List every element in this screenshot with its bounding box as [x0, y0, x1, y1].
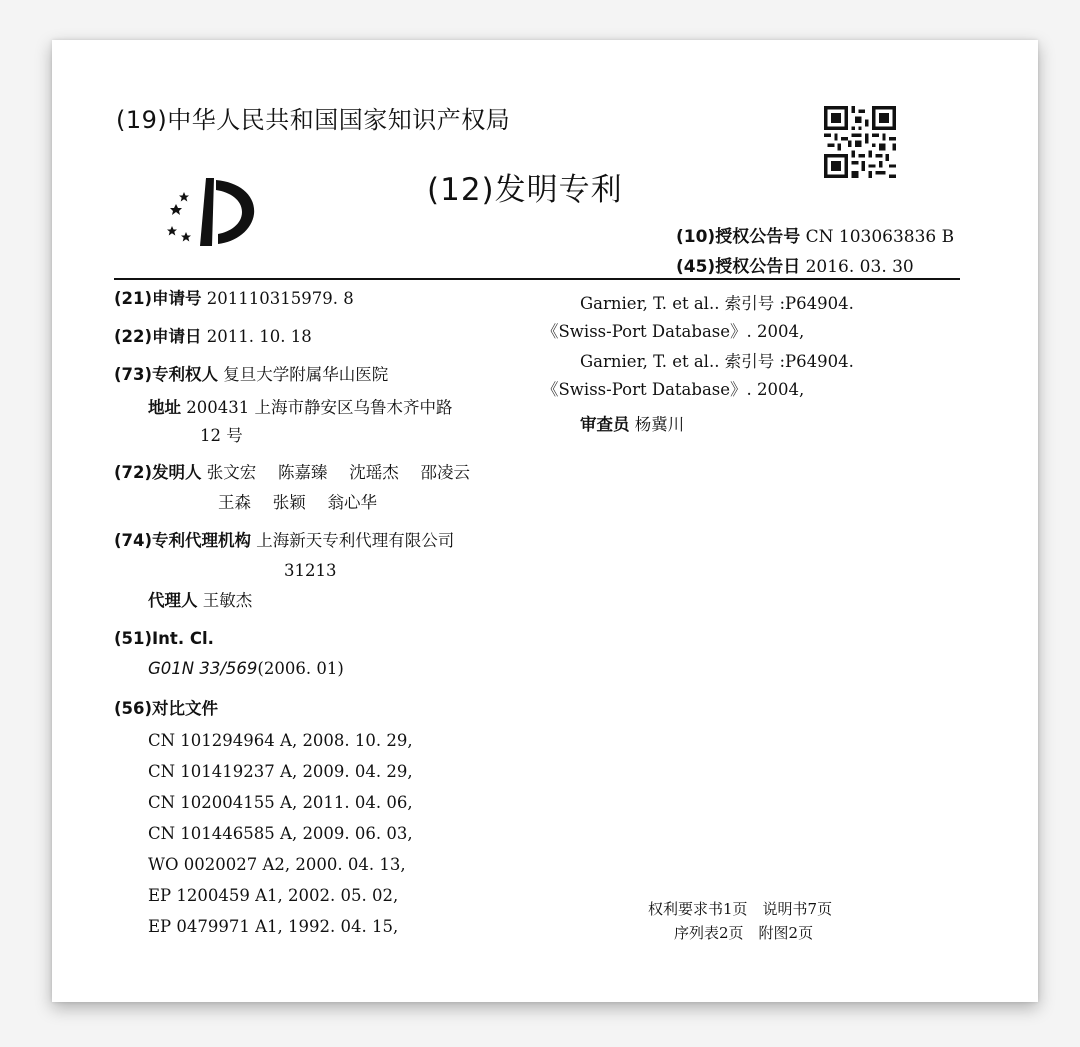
- patentee-row: [114, 360, 388, 390]
- grant-number-row: [676, 222, 954, 247]
- reference-item: WO 0020027 A2, 2000. 04. 13,: [148, 855, 406, 874]
- examiner-value: 杨冀川: [634, 415, 685, 434]
- grant-number-value: CN 103063836 B: [805, 227, 955, 247]
- int-cl-row: [148, 654, 344, 684]
- application-date-row: [114, 322, 312, 352]
- inventors-continuation: 王森 张颖 翁心华: [218, 493, 377, 512]
- page-count-line2: 序列表2页 附图2页: [674, 924, 814, 942]
- address-continuation: 12 号: [200, 426, 243, 445]
- agent-row: [148, 586, 252, 616]
- references-label: (56)对比文件: [114, 699, 219, 718]
- address-label: 地址: [148, 398, 181, 417]
- references-label-row: [114, 694, 218, 724]
- grant-date-value: 2016. 03. 30: [805, 257, 914, 277]
- inventors-label: (72)发明人: [114, 463, 202, 482]
- application-date-value: 2011. 10. 18: [206, 327, 312, 346]
- cnipa-emblem-icon: [162, 170, 262, 248]
- patent-document-page: [52, 40, 1038, 1002]
- reference-item: EP 0479971 A1, 1992. 04. 15,: [148, 917, 399, 936]
- grant-date-row: [676, 252, 914, 277]
- patent-type-title: (12)发明专利: [427, 172, 623, 208]
- reference-item: EP 1200459 A1, 2002. 05. 02,: [148, 886, 399, 905]
- agency-label: (74)专利代理机构: [114, 531, 252, 550]
- inventors-value: 张文宏 陈嘉臻 沈瑶杰 邵凌云: [206, 463, 471, 482]
- reference-item: CN 101419237 A, 2009. 04. 29,: [148, 762, 413, 781]
- application-date-label: (22)申请日: [114, 327, 202, 346]
- inventors-row: [114, 458, 470, 488]
- patentee-label: (73)专利权人: [114, 365, 219, 384]
- agency-row: [114, 526, 454, 556]
- agency-code: 31213: [284, 561, 337, 580]
- citation-line: Garnier, T. et al.. 索引号 :P64904.: [580, 294, 854, 313]
- agency-value: 上海新天专利代理有限公司: [256, 531, 455, 550]
- examiner-label: 审查员: [580, 415, 630, 434]
- citation-line: Garnier, T. et al.. 索引号 :P64904.: [580, 352, 854, 371]
- citation-line: 《Swiss-Port Database》. 2004,: [542, 380, 805, 399]
- application-number-label: (21)申请号: [114, 289, 202, 308]
- application-number-value: 201110315979. 8: [206, 289, 354, 308]
- address-row: [148, 393, 452, 423]
- agent-value: 王敏杰: [202, 591, 253, 610]
- int-cl-label: [114, 624, 214, 654]
- reference-item: CN 101294964 A, 2008. 10. 29,: [148, 731, 413, 750]
- citation-line: 《Swiss-Port Database》. 2004,: [542, 322, 805, 341]
- qr-code-icon: [824, 106, 896, 178]
- header-divider: [114, 278, 960, 280]
- agent-label: 代理人: [148, 591, 198, 610]
- int-cl-label-text: (51)Int. Cl.: [114, 629, 214, 648]
- int-cl-version: (2006. 01): [257, 659, 344, 678]
- reference-item: CN 102004155 A, 2011. 04. 06,: [148, 793, 413, 812]
- patentee-value: 复旦大学附属华山医院: [223, 365, 389, 384]
- address-value: 200431 上海市静安区乌鲁木齐中路: [186, 398, 453, 417]
- int-cl-code: G01N 33/569: [148, 659, 258, 678]
- grant-date-label: (45)授权公告日: [676, 257, 801, 277]
- page-count-line1: 权利要求书1页 说明书7页: [648, 900, 833, 918]
- grant-number-label: (10)授权公告号: [676, 227, 801, 247]
- office-title: (19)中华人民共和国国家知识产权局: [116, 106, 511, 134]
- application-number-row: [114, 284, 354, 314]
- reference-item: CN 101446585 A, 2009. 06. 03,: [148, 824, 413, 843]
- examiner-row: [580, 410, 684, 440]
